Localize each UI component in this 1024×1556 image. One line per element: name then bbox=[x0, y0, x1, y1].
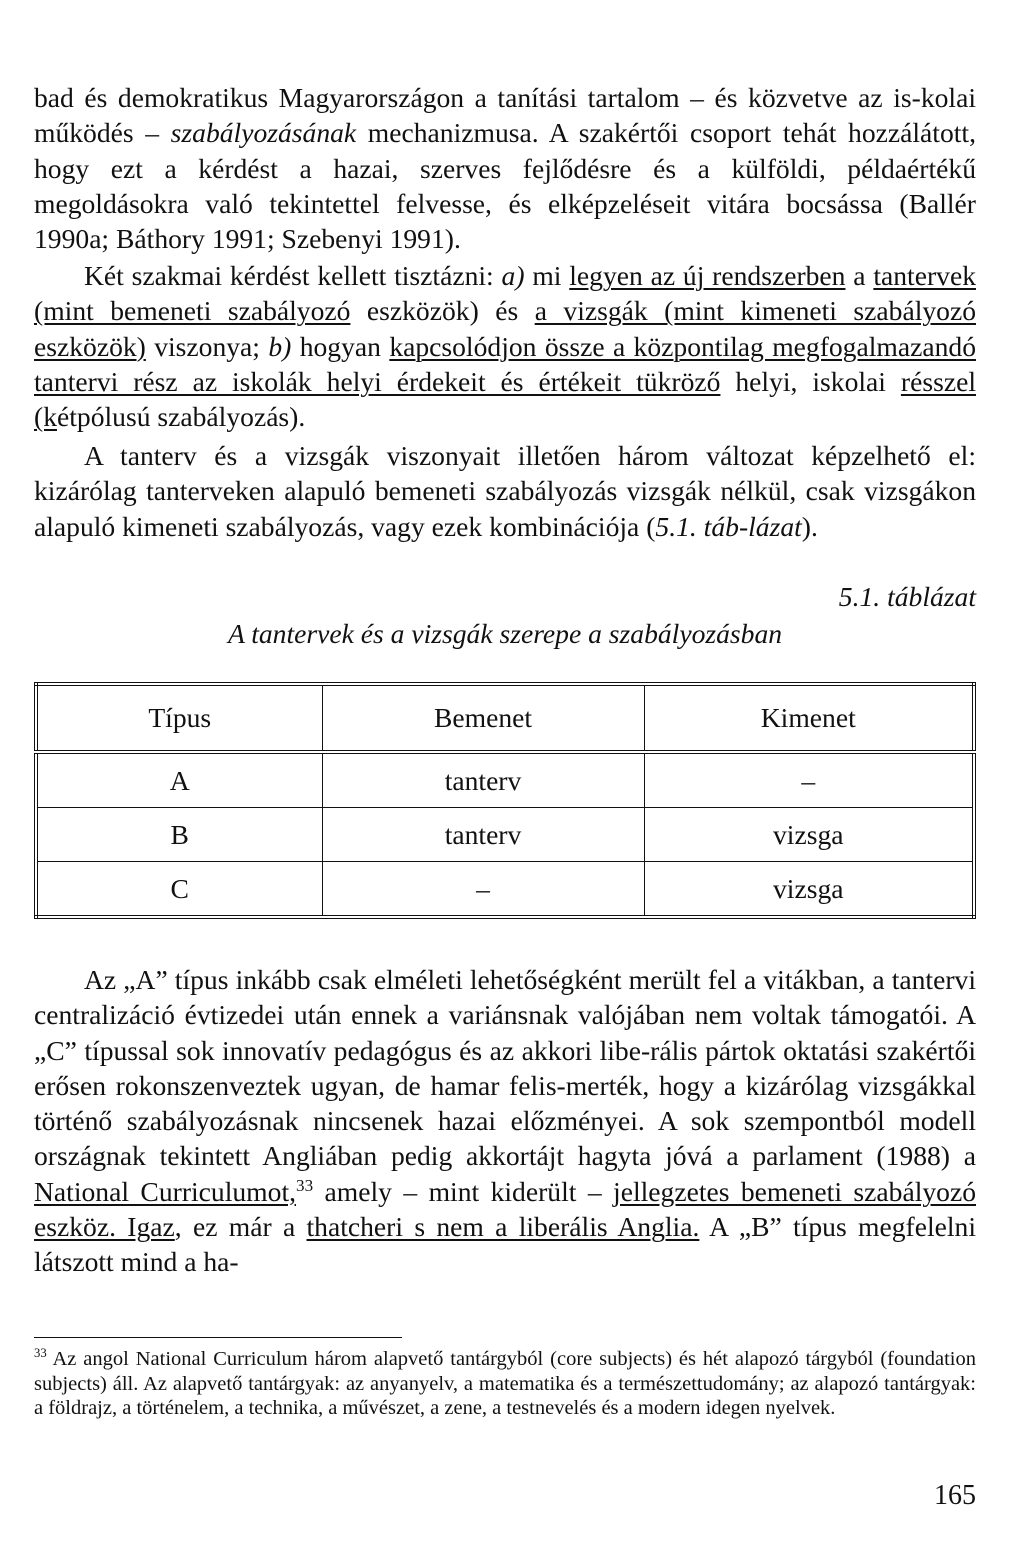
table-cell: tanterv bbox=[322, 752, 644, 808]
text-run: ). bbox=[801, 510, 818, 542]
table-header-cell: Kimenet bbox=[644, 684, 974, 752]
footnote-number: 33 bbox=[34, 1346, 47, 1361]
table-cell: B bbox=[36, 808, 322, 862]
paragraph-4 bbox=[34, 962, 976, 1280]
table-cell: vizsga bbox=[644, 808, 974, 862]
table-row bbox=[36, 862, 974, 918]
underlined-text: a vizsgák (mint kimeneti szabályozó eszközök) bbox=[34, 295, 977, 362]
text-run: amely – mint kiderült – bbox=[313, 1175, 614, 1207]
text-run: , ez már a bbox=[174, 1211, 307, 1243]
text-run: Az „A” típus inkább csak elméleti lehetőségként merült fel a vitákban, a tantervi centralizáció évtizedei után ennek a variánsnak valójában nem voltak támogatói. A „C” típussal sok innovatív pedagógus és az akkori libe-rális pártok oktatási szakértői erősen rokonszenveztek ugyan, de hamar felis-merték, hogy a kizárólag vizsgákkal történő szabályozásnak nincsenek hazai előzményei. A sok szempontból modell országnak tekintett Angliában pedig akkortájt hagyta jóvá a parlament (1988) a bbox=[34, 964, 976, 1172]
text-run: a bbox=[845, 260, 874, 291]
table-header-cell: Típus bbox=[36, 684, 322, 752]
table-row bbox=[36, 808, 974, 862]
table-cell: C bbox=[36, 862, 322, 918]
underlined-text: kapcsolódjon össze a központilag megfogalmazandó tantervi rész az iskolák helyi érdekeit és értékeit tükröző bbox=[34, 330, 976, 397]
italic-text: a) bbox=[501, 260, 525, 291]
text-run: étpólusú szabályozás). bbox=[57, 401, 306, 433]
underlined-text: National Curriculumot, bbox=[34, 1175, 297, 1207]
table-cell: – bbox=[644, 752, 974, 808]
text-run: helyi, iskolai bbox=[720, 365, 901, 397]
regulation-types-table bbox=[34, 682, 976, 919]
table-header-cell: Bemenet bbox=[322, 684, 644, 752]
table-cell: tanterv bbox=[322, 808, 644, 862]
table-cell: A bbox=[36, 752, 322, 808]
table-cell: vizsga bbox=[644, 862, 974, 918]
text-run: eszközök) és bbox=[350, 295, 535, 327]
underlined-text: résszel (k bbox=[34, 365, 976, 433]
paragraph-1 bbox=[34, 80, 976, 256]
table-number: 5.1. táblázat bbox=[838, 581, 976, 612]
footnote-reference: 33 bbox=[296, 1175, 314, 1195]
footnote bbox=[34, 1347, 976, 1421]
page-number: 165 bbox=[934, 1480, 976, 1511]
underlined-text: legyen az új rendszerben bbox=[569, 260, 846, 291]
underlined-text: jellegzetes bemeneti szabályozó eszköz. Igaz bbox=[34, 1175, 977, 1243]
underlined-text: thatcheri s nem a liberális Anglia. bbox=[306, 1211, 700, 1243]
italic-text: b) bbox=[268, 330, 292, 362]
italic-text: 5.1. táb-lázat bbox=[655, 510, 802, 542]
table-header-row bbox=[36, 684, 974, 752]
paragraph-2 bbox=[34, 258, 976, 434]
paragraph-3 bbox=[34, 438, 976, 544]
footnote-text: Az angol National Curriculum három alapvető tantárgyból (core subjects) és hét alapozó tárgyból (foundation subjects) áll. Az alapvető tantárgyak: az anyanyelv, a matematika és a természettudomány; az alapozó tantárgyak: a földrajz, a történelem, a technika, a művészet, a zene, a testnevelés és a modern idegen nyelvek. bbox=[34, 1348, 976, 1420]
text-run: A tanterv és a vizsgák viszonyait illetően három változat képzelhető el: kizárólag tanterveken alapuló bemeneti szabályozás vizsgák nélkül, csak vizsgákon alapuló kimeneti szabályozás, vagy ezek kombinációja ( bbox=[34, 440, 976, 542]
text-run: mechanizmusa. A szakértői csoport tehát hozzálátott, hogy ezt a kérdést a hazai, szerves fejlődésre és a külföldi, példaértékű megoldásokra való tekintettel felvesse, és elképzeléseit vitára bocsássa (Ballér 1990a; Báthory 1991; Szebenyi 1991). bbox=[34, 117, 976, 255]
italic-text: szabályozásának bbox=[170, 117, 357, 149]
table-row bbox=[36, 752, 974, 808]
text-run: hogyan bbox=[291, 330, 390, 362]
text-run: A „B” típus megfelelni látszott mind a ha- bbox=[34, 1211, 977, 1278]
text-run: mi bbox=[524, 260, 570, 291]
table-title: A tantervek és a vizsgák szerepe a szabályozásban bbox=[227, 618, 783, 649]
text-run: bad és demokratikus Magyarországon a tanítási tartalom – és közvetve az is-kolai működés – bbox=[34, 82, 976, 149]
underlined-text: tantervek (mint bemeneti szabályozó bbox=[34, 260, 976, 327]
table-cell: – bbox=[322, 862, 644, 918]
text-run: viszonya; bbox=[145, 330, 269, 362]
footnote-divider bbox=[34, 1337, 402, 1338]
book-page bbox=[34, 0, 976, 1556]
text-run: Két szakmai kérdést kellett tisztázni: bbox=[84, 260, 502, 291]
